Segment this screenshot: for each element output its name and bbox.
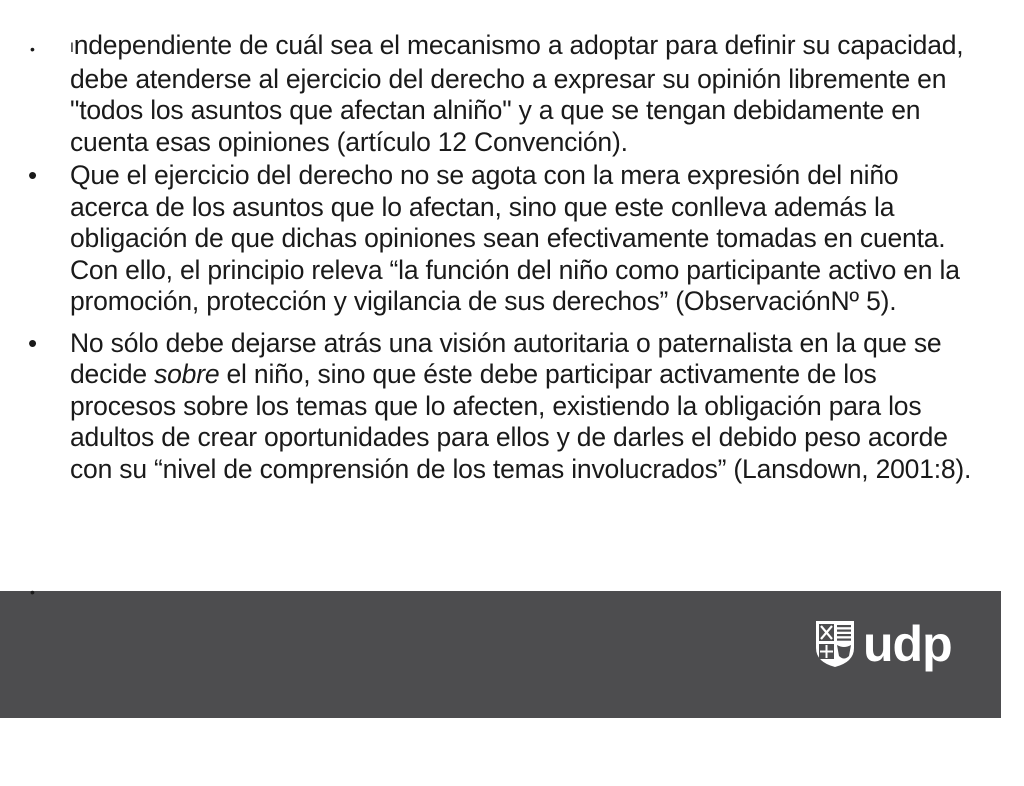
bullet-marker: • xyxy=(30,41,35,57)
bullet-1-text: ndependiente de cuál sea el mecanismo a adoptar para definir su capacidad, debe atenderse al ejercicio del derecho a expresar su opinión libremente en "todos los asuntos que afectan alniño" y a que se tengan debidamente en cuenta esas opiniones (artículo 12 Convención). xyxy=(70,30,964,157)
bullet-item-3 xyxy=(28,328,978,486)
empty-bullet-marker: • xyxy=(30,584,35,600)
bullet-list xyxy=(28,30,978,485)
bullet-marker: • xyxy=(28,327,37,358)
bullet-item-1 xyxy=(28,30,978,158)
university-crest-icon xyxy=(815,620,855,668)
bullet-item-2 xyxy=(28,160,978,318)
udp-logo xyxy=(815,616,952,672)
logo-text: udp xyxy=(863,616,952,672)
bullet-3-text-before: No sólo debe dejarse atrás una visión autoritaria o paternalista en la que se decide xyxy=(70,327,942,389)
bullet-marker: • xyxy=(28,160,37,190)
slide-body xyxy=(28,30,978,485)
bullet-2-text: Que el ejercicio del derecho no se agota con la mera expresión del niño acerca de los asuntos que lo afectan, sino que este conlleva además la obligación de que dichas opiniones sean efectivamente tomadas en cuenta. Con ello, el principio releva “la función del niño como participante activo en la promoción, protección y vigilancia de sus derechos” (ObservaciónNº 5). xyxy=(70,160,960,316)
bullet-3-text-after: el niño, sino que éste debe participar activamente de los procesos sobre los temas que lo afecten, existiendo la obligación para los adultos de crear oportunidades para ellos y de darles el debido peso acorde con su “nivel de comprensión de los temas involucrados” (Lansdown, 2001:8). xyxy=(70,359,972,484)
bullet-3-italic-word: sobre xyxy=(154,359,220,389)
bullet-1-first-letter: I xyxy=(70,39,74,55)
